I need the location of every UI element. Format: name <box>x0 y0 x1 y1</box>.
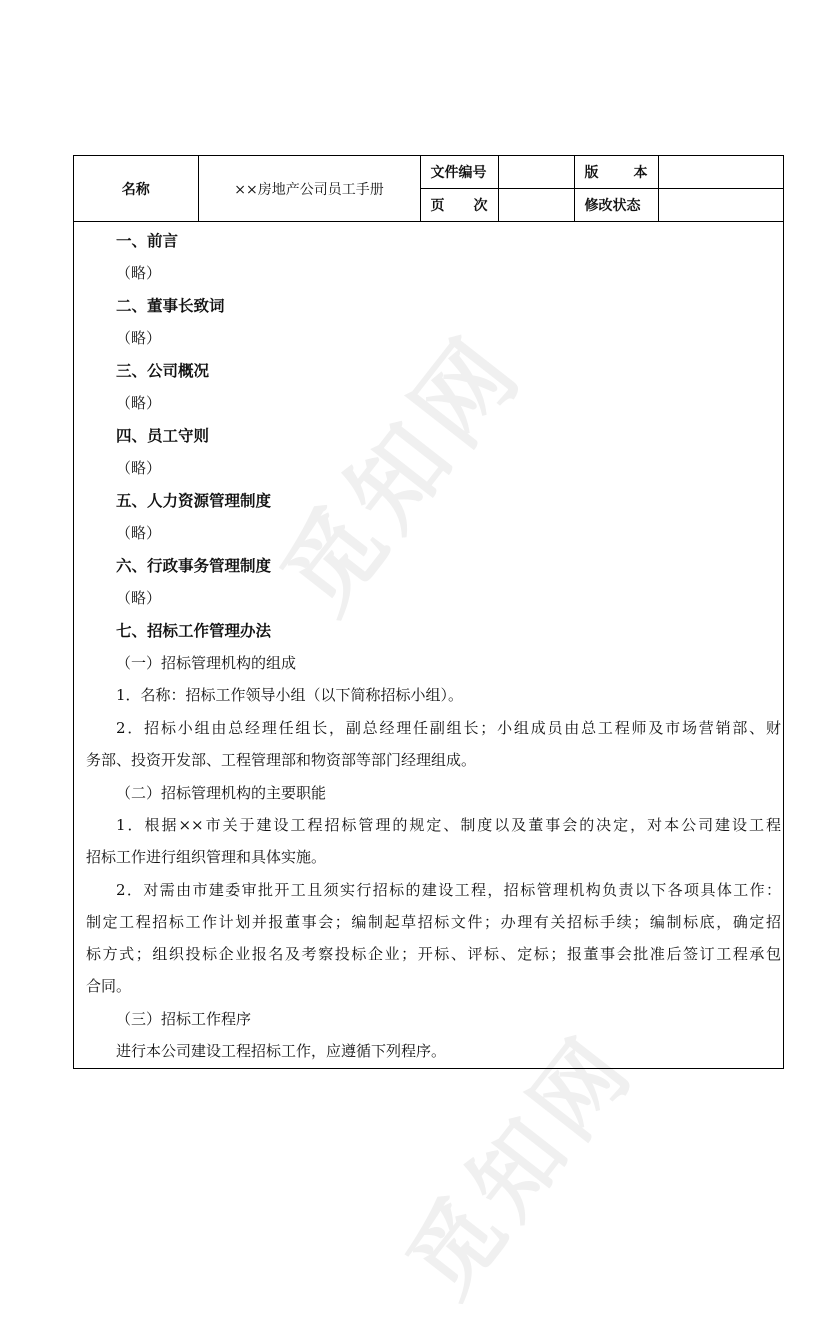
revision-label: 修改状态 <box>574 189 658 222</box>
version-value[interactable] <box>658 156 783 189</box>
page-label <box>420 189 498 222</box>
section-title: 三、公司概况 <box>116 362 210 380</box>
subsection-title: （一）招标管理机构的组成 <box>116 654 297 672</box>
version-label <box>574 156 658 189</box>
header-table <box>74 156 783 222</box>
section-body: （略） <box>116 524 162 542</box>
paragraph-continued: 标方式；组织投标企业报名及考察投标企业；开标、评标、定标；报董事会批准后签订工程承包 <box>86 945 781 963</box>
section-body: （略） <box>116 264 162 282</box>
section-body: （略） <box>116 394 162 412</box>
page-value[interactable] <box>498 189 574 222</box>
page-label-b: 次 <box>473 198 488 215</box>
subsection-title: （三）招标工作程序 <box>116 1010 252 1028</box>
doc-no-value[interactable] <box>498 156 574 189</box>
section-body: （略） <box>116 589 162 607</box>
section-body: （略） <box>116 459 162 477</box>
version-label-a: 版 <box>584 165 599 182</box>
section-title: 七、招标工作管理办法 <box>116 622 272 640</box>
watermark: 觅知网 <box>260 313 545 633</box>
document-frame <box>73 155 784 1069</box>
paragraph: 进行本公司建设工程招标工作，应遵循下列程序。 <box>116 1042 447 1060</box>
version-label-b: 本 <box>633 165 648 182</box>
subsection-title: （二）招标管理机构的主要职能 <box>116 784 327 802</box>
paragraph-continued: 务部、投资开发部、工程管理部和物资部等部门经理组成。 <box>86 751 477 769</box>
section-title: 一、前言 <box>116 232 179 250</box>
paragraph: 2．对需由市建委审批开工且须实行招标的建设工程，招标管理机构负责以下各项具体工作： <box>116 881 781 899</box>
section-title: 六、行政事务管理制度 <box>116 557 272 575</box>
paragraph: 1．根据××市关于建设工程招标管理的规定、制度以及董事会的决定，对本公司建设工程 <box>116 816 781 834</box>
revision-value[interactable] <box>658 189 783 222</box>
name-label: 名称 <box>74 156 198 222</box>
paragraph-continued: 制定工程招标工作计划并报董事会；编制起草招标文件；办理有关招标手续；编制标底，确定招 <box>86 913 781 931</box>
section-title: 四、员工守则 <box>116 427 210 445</box>
section-body: （略） <box>116 329 162 347</box>
paragraph: 1．名称：招标工作领导小组（以下简称招标小组）。 <box>116 686 464 704</box>
paragraph: 2．招标小组由总经理任组长，副总经理任副组长；小组成员由总工程师及市场营销部、财 <box>116 719 781 737</box>
section-title: 二、董事长致词 <box>116 297 225 315</box>
paragraph-continued: 合同。 <box>86 977 132 995</box>
page-label-a: 页 <box>430 198 445 215</box>
section-title: 五、人力资源管理制度 <box>116 492 272 510</box>
paragraph-continued: 招标工作进行组织管理和具体实施。 <box>86 848 327 866</box>
doc-no-label: 文件编号 <box>420 156 498 189</box>
name-value: ××房地产公司员工手册 <box>198 156 420 222</box>
watermark-bottom: 觅知网 <box>387 1014 656 1316</box>
